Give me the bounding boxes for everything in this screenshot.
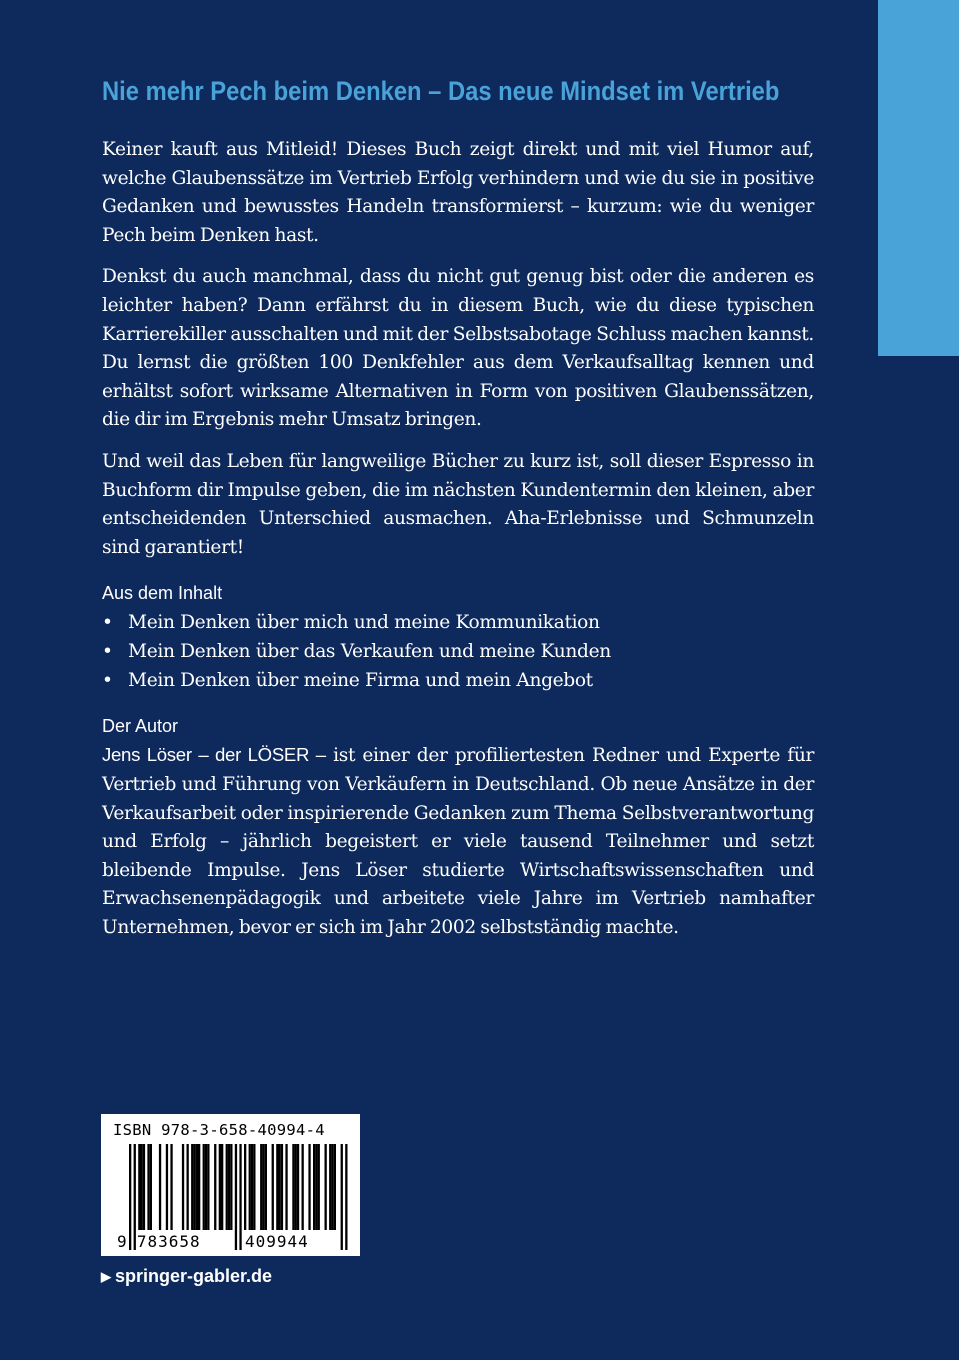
contents-item [102,666,814,695]
author-paragraph [102,741,814,942]
barcode-bar [334,1144,336,1230]
barcode-bar [170,1144,172,1230]
barcode-bar [325,1144,327,1230]
barcode-bar [295,1144,297,1230]
contents-list [102,608,814,695]
bullet-icon: • [102,612,113,634]
author-heading: Der Autor [102,716,179,737]
intro-paragraph-1: Keiner kauft aus Mitleid! Dieses Buch zeigt direkt und mit viel Humor auf, welche Glaubenssätze im Vertrieb Erfolg verhindern und wie du sie in positive Gedanken und bewusstes Handeln transformierst – kurzum: wie du weniger Pech beim Denken hast. [102,139,814,246]
barcode-bar [187,1144,189,1230]
bullet-icon: • [102,670,113,692]
barcode-bar [281,1144,283,1230]
barcode-bar [272,1144,274,1230]
barcode-bar [345,1144,347,1250]
barcode-bar [331,1144,333,1230]
barcode-bar [150,1144,152,1230]
barcode-bar [251,1144,253,1230]
contents-item [102,608,814,637]
barcode-bar [214,1144,216,1230]
barcode-bar [219,1144,221,1230]
barcode-bar [292,1144,294,1230]
contents-item [102,637,814,666]
barcode-bar [143,1144,145,1230]
website-url: springer-gabler.de [115,1266,273,1286]
barcode-bar [253,1144,255,1230]
barcode-bar [341,1144,343,1250]
barcode-bar [249,1144,251,1230]
barcode-bar [221,1144,223,1230]
headline: Nie mehr Pech beim Denken – Das neue Mindset im Vertrieb [102,76,780,106]
barcode-digits: 783658 [136,1232,201,1251]
contents-item-text: Mein Denken über meine Firma und mein Angebot [128,670,593,692]
contents-item-text: Mein Denken über das Verkaufen und meine Kunden [128,641,611,663]
barcode-bar [166,1144,168,1230]
barcode-bar [205,1144,207,1230]
barcode-bar [196,1144,198,1230]
barcode-bar [308,1144,310,1230]
barcode-bar [207,1144,209,1230]
bullet-icon: • [102,641,113,663]
barcode-digits: 9 [117,1232,128,1251]
barcode-bar [262,1144,264,1230]
barcode-digits: 409944 [245,1232,309,1251]
barcode-bar [265,1144,267,1230]
barcode-bar [318,1144,320,1230]
barcode-bar [134,1144,136,1250]
barcode-bar [302,1144,304,1230]
arrow-right-icon: ▶ [101,1269,111,1284]
intro-paragraph-2: Denkst du auch manchmal, dass du nicht gut genug bist oder die anderen es leichter haben? Dann erfährst du in diesem Buch, wie du diese typischen Karrierekiller ausschalten und mit der Selbstsabotage Schluss machen kannst. Du lernst die größten 100 Denkfehler aus dem Verkaufsalltag kennen und erhältst sofort wirksame Alternativen in Form von positiven Glaubenssätzen, die dir im Ergebnis mehr Umsatz bringen. [102,266,814,431]
barcode-bar [228,1144,230,1230]
author-name: Jens Löser – der LÖSER – [102,744,326,766]
barcode-bar [182,1144,184,1230]
barcode-bar [141,1144,143,1230]
contents-item-text: Mein Denken über mich und meine Kommunikation [128,612,600,634]
barcode-bar [297,1144,299,1230]
contents-heading: Aus dem Inhalt [102,583,223,604]
barcode-bar [276,1144,278,1230]
side-accent-tab [878,0,959,356]
barcode-bar [260,1144,262,1230]
back-cover-text [102,72,814,955]
barcode-bar [147,1144,149,1230]
isbn-label: ISBN 978-3-658-40994-4 [113,1121,325,1139]
barcode-bar [285,1144,287,1230]
isbn-barcode [101,1114,360,1256]
barcode-bar [203,1144,205,1230]
barcode-bar [129,1144,131,1250]
barcode-bar [235,1144,237,1250]
barcode-bar [315,1144,317,1230]
barcode-bar [279,1144,281,1230]
barcode-bar [198,1144,200,1230]
barcode-bar [193,1144,195,1230]
barcode-bar [226,1144,228,1230]
barcode-bar [244,1144,246,1230]
author-bio: ist einer der profiliertesten Redner und Experte für Vertrieb und Führung von Verkäufern in Deutschland. Ob neue Ansätze in der Verkaufsarbeit oder inspirierende Gedanken zum Thema Selbstverantwortung und Erfolg – jährlich begeistert er viele tausend Teilnehmer und setzt bleibende Impulse. Jens Löser studierte Wirtschaftswissenschaften und Erwachsenenpädagogik und arbeitete viele Jahre im Vertrieb namhafter Unternehmen, bevor er sich im Jahr 2002 selbstständig machte. [102,745,815,938]
barcode-bar [191,1144,193,1230]
barcode-bar [329,1144,331,1230]
intro-paragraph-3: Und weil das Leben für langweilige Bücher zu kurz ist, soll dieser Espresso in Buchform dir Impulse geben, die im nächsten Kundentermin den kleinen, aber entscheidenden Unterschied ausmachen. Aha-Erlebnisse und Schmunzeln sind garantiert! [102,450,814,558]
barcode-bar [159,1144,161,1230]
barcode-bar [230,1144,232,1230]
barcode-bar [138,1144,140,1230]
barcode-bar [239,1144,241,1250]
barcode-bar [313,1144,315,1230]
publisher-website[interactable] [101,1266,272,1287]
